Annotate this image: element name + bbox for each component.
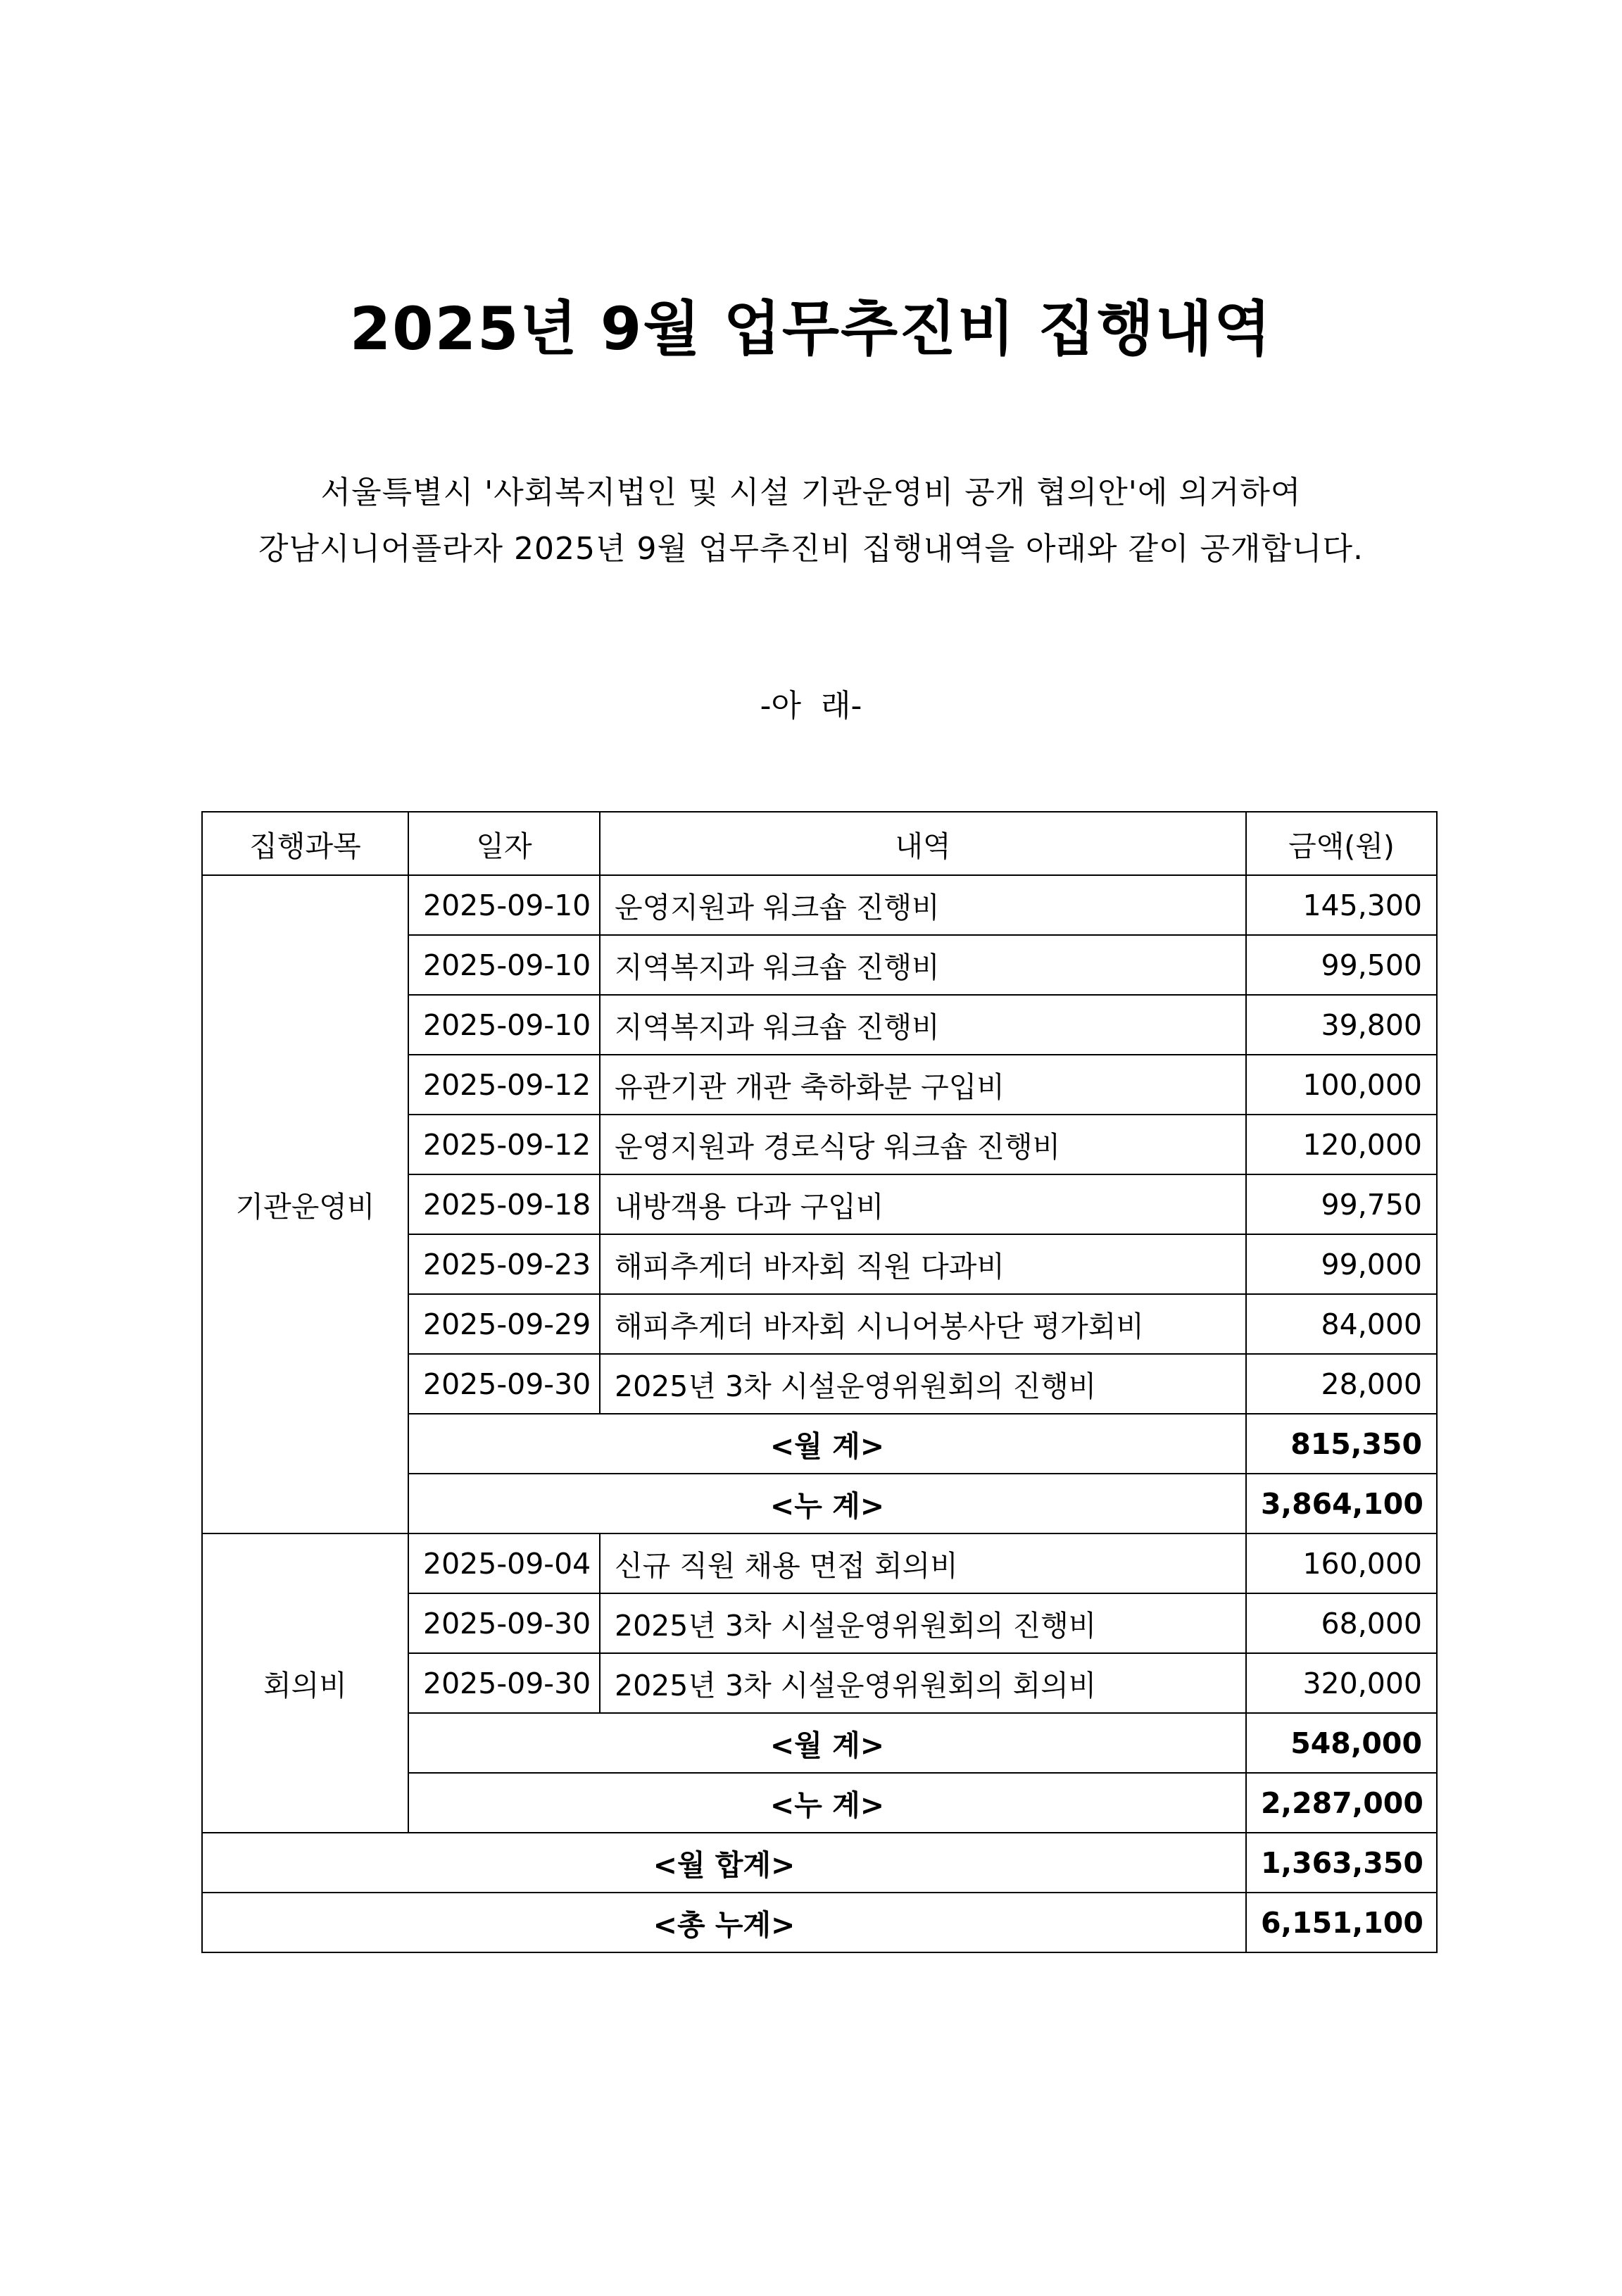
date-cell: 2025-09-18: [408, 1174, 600, 1234]
amount-cell: 100,000: [1246, 1055, 1437, 1115]
amount-cell: 99,500: [1246, 935, 1437, 995]
document-title: 2025년 9월 업무추진비 집행내역: [349, 294, 1273, 363]
header-description: 내역: [600, 812, 1246, 875]
date-cell: 2025-09-30: [408, 1593, 600, 1653]
amount-cell: 68,000: [1246, 1593, 1437, 1653]
monthly-subtotal-amount: 548,000: [1246, 1713, 1437, 1773]
category-cell-meeting: 회의비: [202, 1533, 408, 1833]
grand-monthly-total-amount: 1,363,350: [1246, 1833, 1437, 1893]
expense-table: [201, 811, 1438, 1953]
amount-cell: 28,000: [1246, 1354, 1437, 1414]
date-cell: 2025-09-23: [408, 1234, 600, 1294]
description-cell: 지역복지과 워크숍 진행비: [600, 995, 1246, 1055]
description-cell: 해피추게더 바자회 시니어봉사단 평가회비: [600, 1294, 1246, 1354]
description-cell: 운영지원과 경로식당 워크숍 진행비: [600, 1115, 1246, 1174]
description-cell: 내방객용 다과 구입비: [600, 1174, 1246, 1234]
description-cell: 운영지원과 워크숍 진행비: [600, 875, 1246, 935]
intro-line-1: 서울특별시 '사회복지법인 및 시설 기관운영비 공개 협의안'에 의거하여: [320, 475, 1302, 510]
description-cell: 2025년 3차 시설운영위원회의 진행비: [600, 1593, 1246, 1653]
amount-cell: 120,000: [1246, 1115, 1437, 1174]
intro-paragraph: [0, 465, 1622, 577]
cumulative-subtotal-label: <누 계>: [408, 1773, 1246, 1833]
header-category: 집행과목: [202, 812, 408, 875]
table-row: [202, 1533, 1437, 1593]
date-cell: 2025-09-10: [408, 995, 600, 1055]
description-cell: 2025년 3차 시설운영위원회의 진행비: [600, 1354, 1246, 1414]
monthly-subtotal-amount: 815,350: [1246, 1414, 1437, 1474]
cumulative-subtotal-amount: 2,287,000: [1246, 1773, 1437, 1833]
table-row: [202, 875, 1437, 935]
date-cell: 2025-09-30: [408, 1354, 600, 1414]
monthly-subtotal-label: <월 계>: [408, 1713, 1246, 1773]
category-cell-operations: 기관운영비: [202, 875, 408, 1533]
grand-monthly-total-label: <월 합계>: [202, 1833, 1246, 1893]
date-cell: 2025-09-12: [408, 1115, 600, 1174]
grand-monthly-total-row: [202, 1833, 1437, 1893]
description-cell: 유관기관 개관 축하화분 구입비: [600, 1055, 1246, 1115]
description-cell: 해피추게더 바자회 직원 다과비: [600, 1234, 1246, 1294]
date-cell: 2025-09-29: [408, 1294, 600, 1354]
intro-line-2: 강남시니어플라자 2025년 9월 업무추진비 집행내역을 아래와 같이 공개합니다.: [258, 531, 1364, 567]
date-cell: 2025-09-30: [408, 1653, 600, 1713]
table-header-row: [202, 812, 1437, 875]
date-cell: 2025-09-10: [408, 935, 600, 995]
grand-cumulative-total-amount: 6,151,100: [1246, 1893, 1437, 1952]
monthly-subtotal-label: <월 계>: [408, 1414, 1246, 1474]
grand-cumulative-total-row: [202, 1893, 1437, 1952]
date-cell: 2025-09-10: [408, 875, 600, 935]
description-cell: 신규 직원 채용 면접 회의비: [600, 1533, 1246, 1593]
amount-cell: 145,300: [1246, 875, 1437, 935]
amount-cell: 99,750: [1246, 1174, 1437, 1234]
description-cell: 2025년 3차 시설운영위원회의 회의비: [600, 1653, 1246, 1713]
cumulative-subtotal-label: <누 계>: [408, 1474, 1246, 1533]
description-cell: 지역복지과 워크숍 진행비: [600, 935, 1246, 995]
cumulative-subtotal-amount: 3,864,100: [1246, 1474, 1437, 1533]
header-amount: 금액(원): [1246, 812, 1437, 875]
amount-cell: 320,000: [1246, 1653, 1437, 1713]
header-date: 일자: [408, 812, 600, 875]
amount-cell: 84,000: [1246, 1294, 1437, 1354]
amount-cell: 39,800: [1246, 995, 1437, 1055]
date-cell: 2025-09-12: [408, 1055, 600, 1115]
amount-cell: 160,000: [1246, 1533, 1437, 1593]
below-marker: -아 래-: [760, 688, 862, 724]
grand-cumulative-total-label: <총 누계>: [202, 1893, 1246, 1952]
amount-cell: 99,000: [1246, 1234, 1437, 1294]
date-cell: 2025-09-04: [408, 1533, 600, 1593]
